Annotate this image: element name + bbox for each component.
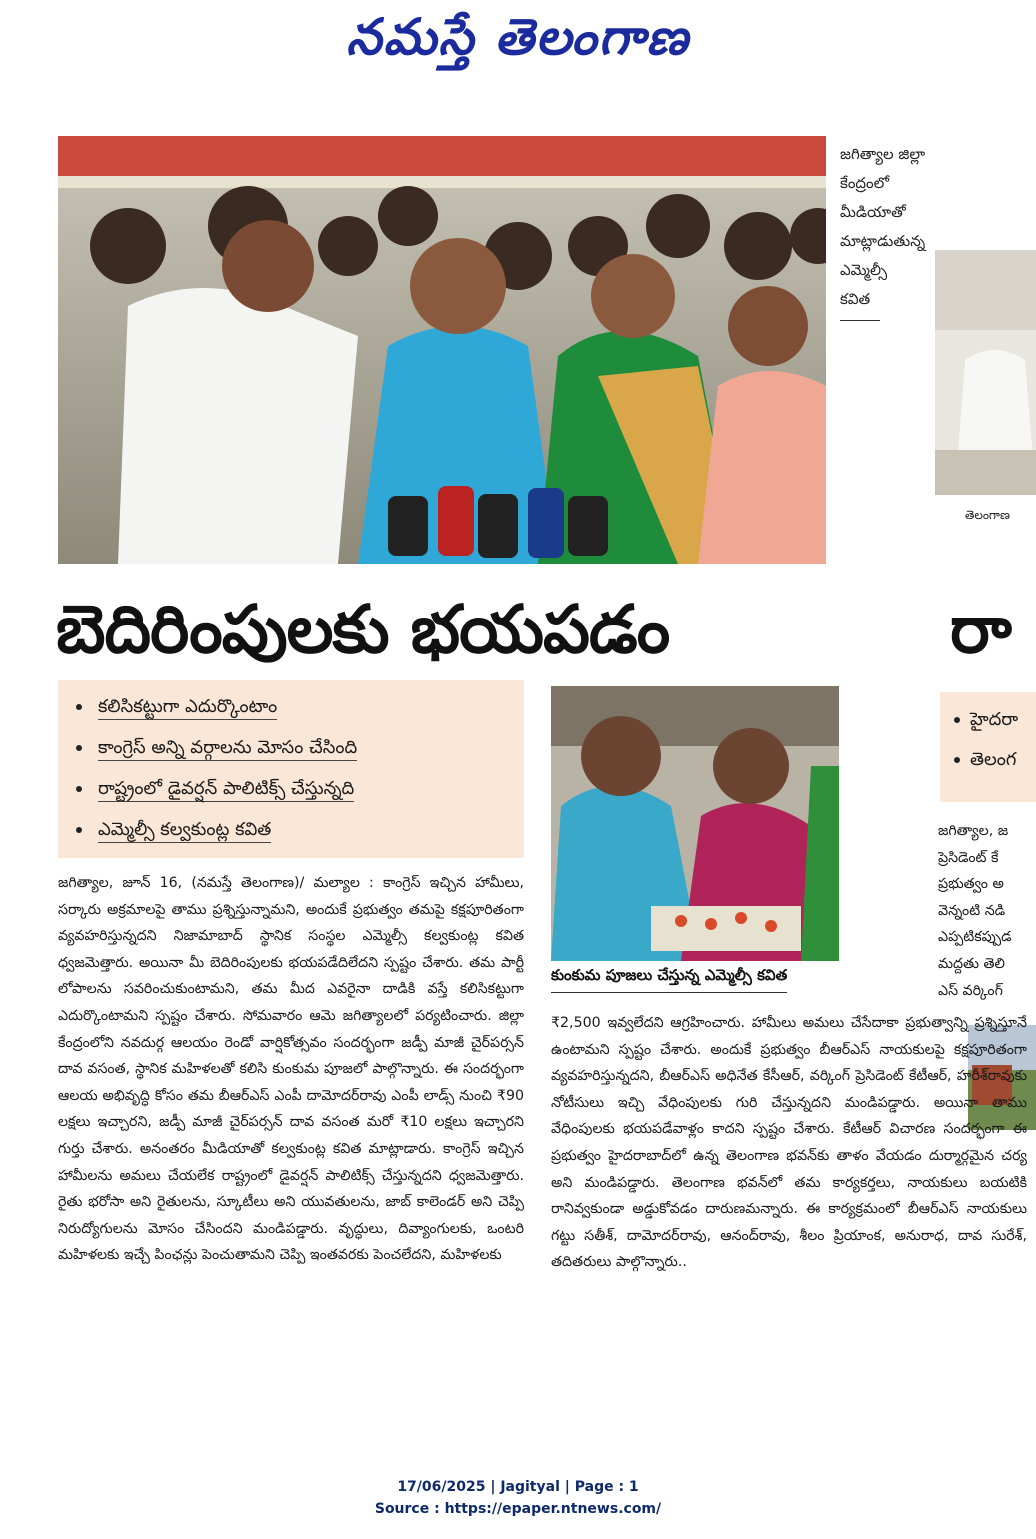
bullet-icon [76, 745, 82, 751]
masthead [0, 8, 1036, 79]
footer-source-link[interactable]: Source : https://epaper.ntnews.com/ [374, 1501, 662, 1517]
bullet-icon [76, 704, 82, 710]
text-line: మద్దతు తెలి [938, 955, 1005, 972]
highlights-box [58, 680, 524, 858]
text-line: వెన్నంటి నడి [938, 902, 1006, 919]
bullet-icon [76, 786, 82, 792]
text-line: ప్రెసిడెంట్ కే [938, 849, 999, 866]
bullet-icon [954, 717, 960, 723]
main-photo [58, 136, 826, 564]
highlight-item: తెలంగ [954, 740, 1036, 780]
bullet-icon [954, 757, 960, 763]
headline: బెదిరింపులకు భయపడం [56, 591, 670, 668]
right-strip-photo [935, 250, 1036, 495]
caption-line: ఎమ్మెల్సీ [840, 261, 888, 279]
highlight-item: రాష్ట్రంలో డైవర్షన్ పాలిటిక్స్ చేస్తున్నది [76, 768, 524, 809]
text-line: ప్రభుత్వం అ [938, 876, 1004, 893]
puja-photo [551, 686, 839, 961]
right-strip-caption: తెలంగాణ [965, 508, 1010, 522]
text-line: ఎప్పటికప్పుడ [938, 929, 1012, 946]
article-body-column-2: ₹2,500 ఇవ్వలేదని ఆగ్రహించారు. హామీలు అమలు చేసేదాకా ప్రభుత్వాన్ని ప్రశ్నిస్తూనే ఉంటామని స్పష్టం చేశారు. అందుకే ప్రభుత్వం బీఆర్ఎస్ నాయకులపై కక్షపూరితంగా వ్యవహరిస్తున్నదని, బీఆర్ఎస్ అధినేత కేసీఆర్, వర్కింగ్ ప్రెసిడెంట్ కేటీఆర్, హరీశ్‌రావుకు నోటీసులు ఇచ్చి వేధింపులకు గురి చేస్తున్నదని మండిపడ్డారు. అయినా తాము వేధింపులకు భయపడేవాళ్లం కాదని స్పష్టం చేశారు. కేటీఆర్ విచారణ సందర్భంగా ఈ ప్రభుత్వం హైదరాబాద్‌లో ఉన్న తెలంగాణ భవన్‌కు తాళం వేయడం దుర్మార్గమైన చర్య అని మండిపడ్డారు. తెలంగాణ భవన్‌లో తమ కార్యకర్తలు, నాయకులు బయటికి రానివ్వకుండా అడ్డుకోవడం దారుణమన్నారు. ఈ కార్యక్రమంలో బీఆర్ఎస్ నాయకులు గట్టు సతీశ్, దామోదర్‌రావు, ఆనంద్‌రావు, శీలం ప్రియాంక, అనురాధ, దావ సురేశ్, తదితరులు పాల్గొన్నారు.. [551, 1015, 1027, 1271]
footer-date-line: 17/06/2025 | Jagityal | Page : 1 [397, 1479, 639, 1495]
caption-line: కవిత [840, 290, 871, 308]
newspaper-title: నమస్తే తెలంగాణ [346, 8, 690, 66]
adjacent-article-column [938, 818, 1036, 1004]
puja-photo-caption: కుంకుమ పూజలు చేస్తున్న ఎమ్మెల్సీ కవిత [551, 966, 851, 993]
text-line: జగిత్యాల, జ [938, 823, 1009, 839]
page-footer [0, 1476, 1036, 1520]
text-line: ఎస్ వర్కింగ్ [938, 982, 1003, 999]
headline-right-cropped: రా [950, 591, 1012, 668]
highlight-item: ఎమ్మెల్సీ కల్వకుంట్ల కవిత [76, 809, 524, 850]
right-highlights-box [940, 692, 1036, 802]
caption-line: జగిత్యాల జిల్లా [840, 145, 926, 163]
bullet-icon [76, 827, 82, 833]
caption-line: మాట్లాడుతున్న [840, 232, 926, 250]
highlight-item: హైదరా [954, 700, 1036, 740]
article-body-column-1: జగిత్యాల, జూన్ 16, (నమస్తే తెలంగాణ)/ మల్యాల : కాంగ్రెస్ ఇచ్చిన హామీలు, సర్కారు అక్రమాలపై తాము ప్రశ్నిస్తున్నామని, అందుకే ప్రభుత్వం తమపై కక్షపూరితంగా వ్యవహరిస్తున్నదని నిజామాబాద్ స్థానిక సంస్థల ఎమ్మెల్సీ కల్వకుంట్ల కవిత ధ్వజమెత్తారు. అయినా మీ బెదిరింపులకు భయపడేదిలేదని స్పష్టం చేశారు. తమ పార్టీ లోపాలను సవరించుకుంటామని, తమ మీద ఎవరైనా దాడికి వస్తే కలిసికట్టుగా ఎదుర్కొంటామని స్పష్టం చేశారు. సోమవారం ఆమె జగిత్యాలలో పర్యటించారు. జిల్లా కేంద్రంలోని నవదుర్గ ఆలయం రెండో వార్షికోత్సవం సందర్భంగా జడ్పీ మాజీ చైర్‌పర్సన్ దావ వసంత, స్థానిక మహిళలతో కలిసి కుంకుమ పూజలో పాల్గొన్నారు. ఈ సందర్భంగా ఆలయ అభివృద్ధి కోసం తమ బీఆర్ఎస్ ఎంపీ దామోదర్‌రావు ఎంపీ లాడ్స్ నుంచి ₹90 లక్షలు ఇచ్చారని, జడ్పీ మాజీ చైర్‌పర్సన్ దావ వసంత మరో ₹10 లక్షలు ఇచ్చారని గుర్తు చేశారు. అనంతరం మీడియాతో కల్వకుంట్ల కవిత మాట్లాడారు. కాంగ్రెస్ ఇచ్చిన హామీలను అమలు చేయలేక రాష్ట్రంలో డైవర్షన్ పాలిటిక్స్ చేస్తున్నదని ధ్వజమెత్తారు. రైతు భరోసా అని రైతులను, స్కూటీలు అని యువతులను, జాబ్ కాలెండర్ అని చెప్పి నిరుద్యోగులను మోసం చేసిందని మండిపడ్డారు. వృద్ధులు, దివ్యాంగులకు, ఒంటరి మహిళలకు ఇచ్చే పింఛన్లు పెంచుతామని చెప్పి ఇంతవరకు పెంచలేదని, మహిళలకు [58, 875, 524, 1264]
caption-line: కేంద్రంలో [840, 174, 890, 192]
highlight-item: కలిసికట్టుగా ఎదుర్కొంటాం [76, 686, 524, 727]
caption-rule [840, 320, 880, 321]
caption-line: మీడియాతో [840, 203, 906, 221]
highlight-item: కాంగ్రెస్ అన్ని వర్గాలను మోసం చేసింది [76, 727, 524, 768]
